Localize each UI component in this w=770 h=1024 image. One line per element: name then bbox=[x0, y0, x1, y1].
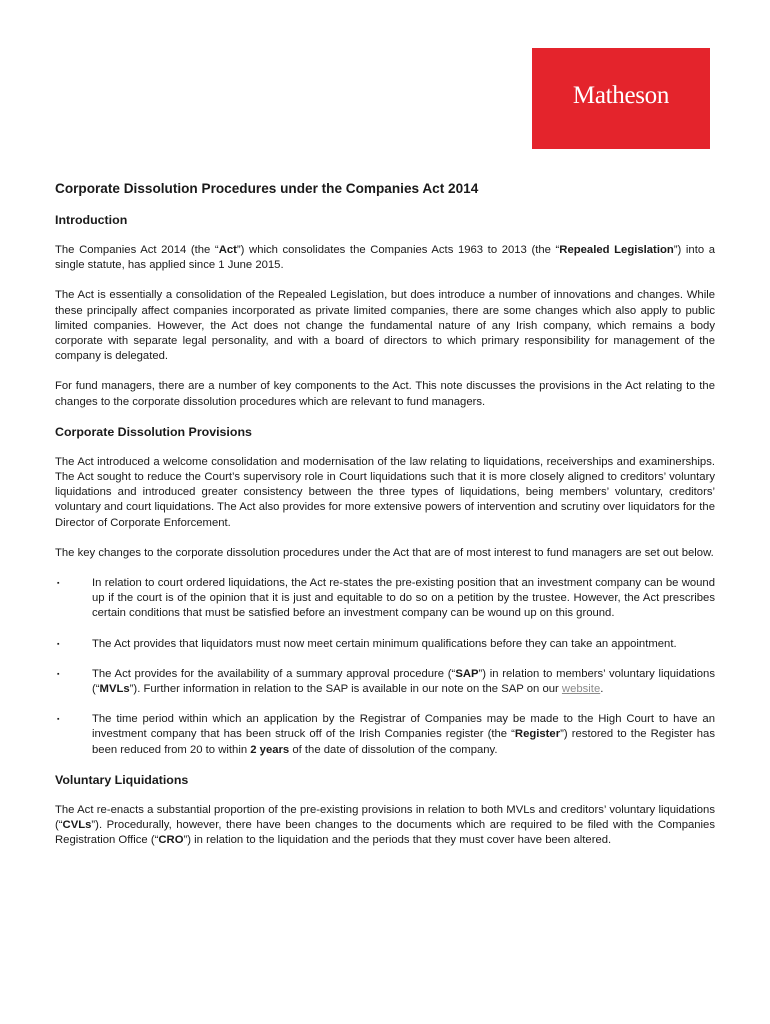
document-body bbox=[55, 180, 715, 848]
bullet-item-court-liquidations: ▪ In relation to court ordered liquidations, the Act re-states the pre-existing position that an investment company can be wound up if the court is of the opinion that it is just and equitable to do so on a petition by the trustee. However, the Act prescribes certain conditions that must be satisfied before an investment company can be wound up on this ground. bbox=[57, 577, 715, 620]
bullet-marker: ▪ bbox=[57, 716, 60, 724]
website-link[interactable]: website bbox=[561, 683, 601, 696]
provisions-paragraph-2: The key changes to the corporate dissolution procedures under the Act that are of most interest to fund managers are set out below. bbox=[55, 546, 714, 559]
intro-paragraph-2: The Act is essentially a consolidation of the Repealed Legislation, but does introduce a number of innovations and changes. While these principally affect companies incorporated as private limited companies, there are some changes which also apply to public limited companies. However, the Act does not change the fundamental nature of any Irish company, which remains a body corporate with separate legal personality, and with a board of directors to which primary responsibility for management of the company is delegated. bbox=[55, 289, 715, 363]
voluntary-paragraph-1: The Act re-enacts a substantial proportion of the pre-existing provisions in relation to both MVLs and creditors’ voluntary liquidations (“CVLs”). Procedurally, however, there have been changes to the documents which are required to be filed with the Companies Registration Office (“CRO”) in relation to the liquidation and the periods that they must cover have been altered. bbox=[55, 803, 715, 847]
matheson-logo bbox=[532, 48, 710, 149]
bullet-item-registrar-restoration: ▪ The time period within which an application by the Registrar of Companies may be made to the High Court to have an investment company that has been struck off of the Irish Companies register (the “Register”) restored to the Register has been reduced from 20 to within 2 years of the date of dissolution of the company. bbox=[57, 713, 715, 756]
heading-introduction: Introduction bbox=[55, 213, 128, 227]
heading-corporate-dissolution-provisions: Corporate Dissolution Provisions bbox=[55, 424, 252, 439]
intro-paragraph-3: For fund managers, there are a number of key components to the Act. This note discusses the provisions in the Act relating to the changes to the corporate dissolution procedures which are relevant to fund managers. bbox=[55, 380, 715, 408]
heading-voluntary-liquidations: Voluntary Liquidations bbox=[55, 772, 189, 787]
bullet-marker: ▪ bbox=[57, 640, 60, 648]
document-title: Corporate Dissolution Procedures under the Companies Act 2014 bbox=[55, 181, 479, 196]
bullet-item-liquidator-qualifications: ▪ The Act provides that liquidators must now meet certain minimum qualifications before they can take an appointment. bbox=[55, 637, 715, 652]
intro-paragraph-1: The Companies Act 2014 (the “Act”) which consolidates the Companies Acts 1963 to 2013 (the “Repealed Legislation”) into a single statute, has applied since 1 June 2015. bbox=[55, 244, 715, 272]
bullet-marker: ▪ bbox=[57, 670, 60, 678]
provisions-paragraph-1: The Act introduced a welcome consolidation and modernisation of the law relating to liquidations, receiverships and examinerships. The Act sought to reduce the Court’s supervisory role in Court liquidations such that it is more closely aligned to creditors’ voluntary liquidations and introduced greater consistency between the three types of liquidations, being members’ voluntary, creditors’ voluntary and court liquidations. The Act also provides for more extensive powers of intervention and scrutiny over liquidators for the Director of Corporate Enforcement. bbox=[55, 455, 715, 529]
bullet-marker: ▪ bbox=[57, 580, 60, 588]
logo-text: Matheson bbox=[572, 81, 670, 109]
bullet-item-summary-approval: ▪ The Act provides for the availability of a summary approval procedure (“SAP”) in relation to members’ voluntary liquidations (“MVLs”). Further information in relation to the SAP is available in our note on the SAP on our website. bbox=[57, 667, 715, 696]
